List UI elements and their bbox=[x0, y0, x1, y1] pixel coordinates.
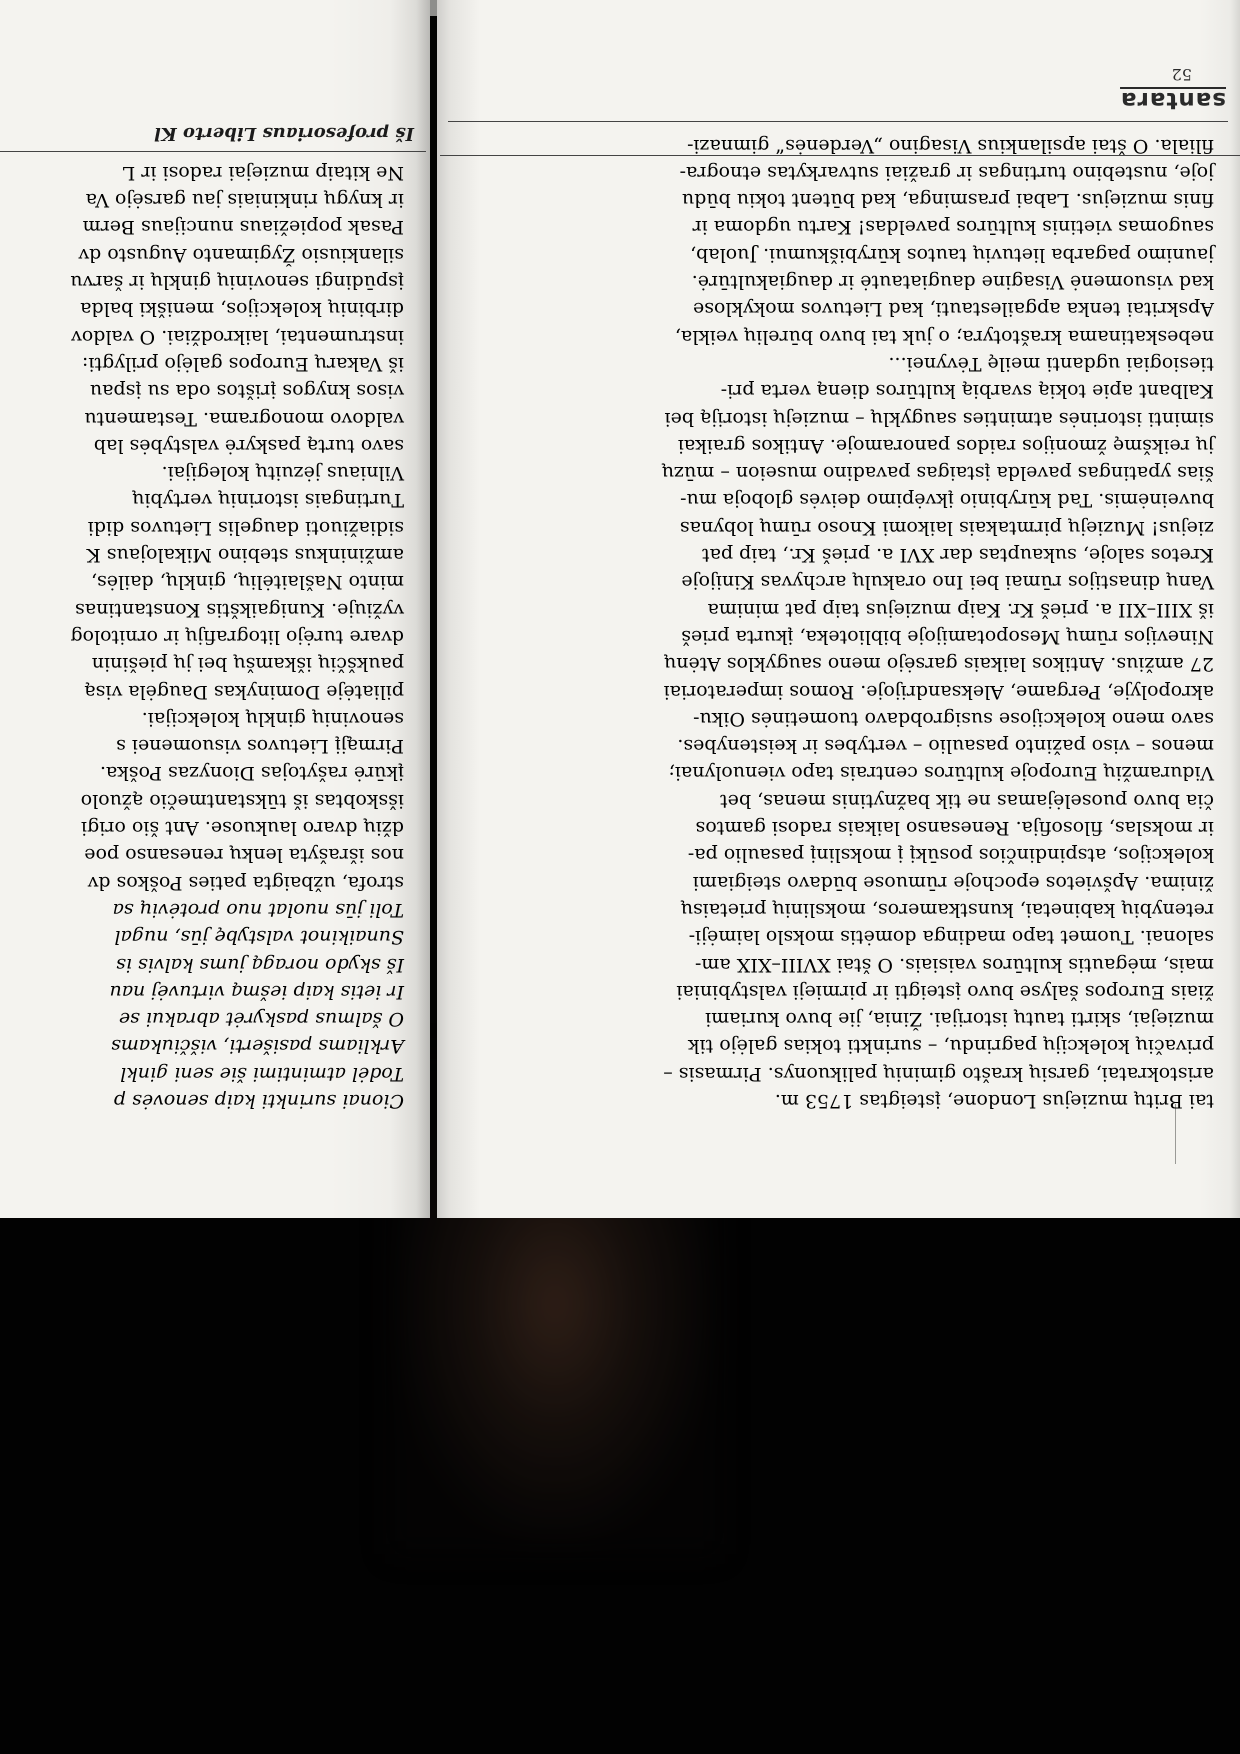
text-line: menos – viso pažinto pasaulio – vertybes ir keistenybes. bbox=[677, 735, 1214, 758]
text-line: Apskritai tenka apgailestauti, kad Lietuvos mokyklose bbox=[692, 298, 1214, 321]
left-header-rule bbox=[448, 121, 1228, 122]
page-number: 52 bbox=[1171, 65, 1192, 84]
text-line: Pasak popiežiaus nuncijaus Berm bbox=[82, 216, 404, 239]
text-line: joje, nustebino turtingas ir gražiai sutvarkytas etnogra- bbox=[679, 161, 1214, 184]
text-line: silankiusio Žygimanto Augusto dv bbox=[78, 243, 404, 266]
text-line: šias ypatingas pavelda įstaigas pavadino museion – mūzų bbox=[661, 462, 1214, 485]
text-line: jaunimo pagarba lietuvių tautos kūrybiškumui. Juolab, bbox=[690, 243, 1214, 266]
text-line: iš Vakarų Europos galėjo prilygti: bbox=[82, 352, 404, 375]
text-line: dvare turėjo litografijų ir ornitolog bbox=[70, 625, 404, 648]
text-line: žiais Europos šalyse buvo įsteigti ir pirmieji valstybiniai bbox=[676, 980, 1214, 1003]
text-line: aristokratai, garsių krašto giminių palikuonys. Pirmasis – bbox=[663, 1062, 1214, 1085]
text-line: senovinių ginklų kolekcijai. bbox=[141, 707, 404, 730]
text-line: dirbinių kolekcijos, meniški balda bbox=[80, 298, 404, 321]
text-line: Sunaikinot valstybę jūs, nugal bbox=[114, 926, 404, 949]
text-line: Turtingais istorinių vertybių bbox=[132, 489, 404, 512]
text-line: Vanų dinastijos rūmai bei Ino orakulų archyvas Kinijoje bbox=[681, 571, 1214, 594]
text-line: salonai. Tuomet tapo madinga domėtis mokslo laimėji- bbox=[688, 926, 1214, 949]
text-line: tiesiogiai ugdanti meilę Tėvynei... bbox=[888, 352, 1214, 375]
text-line: žinima. Apšvietos epochoje rūmuose būdavo steigiami bbox=[692, 871, 1214, 894]
text-line: jų reikšmę žmonijos raidos panoramoje. Antikos graikai bbox=[677, 434, 1214, 457]
text-line: saugomas vietinis kultūros paveldas! Kartu ugdoma ir bbox=[692, 216, 1214, 239]
text-line: kad visuomenė Visagine daugiatautė ir daugiakultūrė. bbox=[691, 271, 1214, 294]
text-line: kolekcijos, atspindinčios posūkį į mokslinį pasaulio pa- bbox=[687, 844, 1214, 867]
right-header-rule bbox=[0, 151, 426, 152]
text-line: paukščių iškamšų bei jų piešinin bbox=[91, 653, 404, 676]
text-line: Iš skydo noragą jums kalvis is bbox=[116, 953, 404, 976]
text-line: ziejus! Muziejų pirmtakais laikomi Knoso rūmų lobynas bbox=[679, 516, 1214, 539]
text-line: Toli jūs nuolat nuo protėvių sa bbox=[112, 898, 404, 921]
text-line: amžininkus stebino Mikalojaus K bbox=[86, 544, 404, 567]
text-line: finis muziejus. Labai prasminga, kad būtent tokiu būdu bbox=[681, 189, 1214, 212]
text-line: minto Našlaitėlių, ginklų, dailės, bbox=[90, 571, 404, 594]
text-line: Kretos saloje, sukauptas dar XVI a. prieš Kr., taip pat bbox=[701, 544, 1214, 567]
right-running-head: Iš profesoriaus Liberto Kl bbox=[154, 123, 414, 144]
text-line: Cionai surinkti kaip senovės p bbox=[113, 1090, 404, 1112]
text-line: įspūdingi senovinių ginklų ir šarvu bbox=[70, 271, 404, 294]
text-line: valdovo monograma. Testamentu bbox=[84, 407, 404, 430]
text-line: vyžiuje. Kunigaikštis Konstantinas bbox=[74, 598, 404, 621]
right-text-column bbox=[0, 159, 404, 1114]
text-line: savo turtą paskyrė valstybės lab bbox=[93, 434, 404, 457]
text-line: Ne kitaip muziejai radosi ir L bbox=[122, 161, 404, 184]
text-line: įkūrė rašytojas Dionyzas Poška. bbox=[99, 762, 404, 785]
text-line: privačių kolekcijų pagrindu, – surinkti tokias galėjo tik bbox=[688, 1035, 1214, 1058]
left-running-head bbox=[462, 65, 1226, 114]
santara-logo: santara bbox=[1120, 87, 1226, 113]
text-line: savo meno kolekcijose susigrobdavo tuometinės Oiku- bbox=[693, 707, 1214, 730]
text-line: Viduramžių Europoje kultūros centrais tapo vienuolynai; bbox=[668, 762, 1214, 785]
text-line: strofa, užbaigta paties Poškos dv bbox=[87, 871, 404, 894]
text-line: filiala. O štai apsilankius Visagino „Verdenės“ gimnazi- bbox=[687, 134, 1214, 157]
text-line: O šalmus paskyrėt abrakui se bbox=[118, 1008, 404, 1031]
text-line: instrumentai, laikrodžiai. O valdov bbox=[71, 325, 404, 348]
text-line: Arkliams pasišerti, viščiukams bbox=[111, 1035, 404, 1058]
text-line: buveinėmis. Tad kūrybinio įkvėpimo deivės globoja mu- bbox=[680, 489, 1214, 512]
text-line: ir mokslas, filosofija. Renesanso laikais radosi gamtos bbox=[695, 817, 1214, 840]
text-line: retenybių kabinetai, kunstkameros, mokslinių prietaisų bbox=[680, 898, 1214, 921]
text-line: čia buvo puoselėjamas ne tik bažnytinis menas, bet bbox=[720, 789, 1214, 812]
text-line: muziejai, skirti tautų istorijai. Žinia, jie buvo kuriami bbox=[705, 1008, 1214, 1031]
text-line: Kalbant apie tokią svarbią kultūros dieną verta pri- bbox=[720, 380, 1214, 403]
text-line: 27 amžius. Antikos laikais garsėjo meno saugyklos Atėnų bbox=[664, 653, 1214, 676]
text-line: ir knygų rinkiniais jau garsėjo Va bbox=[85, 189, 404, 212]
text-line: tai Britų muziejus Londone, įsteigtas 1753 m. bbox=[774, 1090, 1214, 1112]
text-line: sidiažiuoti daugelis Lietuvos didi bbox=[87, 516, 404, 539]
text-line: akropolyje, Pergame, Aleksandrijoje. Romos imperatoriai bbox=[663, 680, 1214, 703]
text-line: mais, mėgautis kultūros vaisiais. O štai XVIII–XIX am- bbox=[694, 953, 1214, 976]
text-line: Pirmąjį Lietuvos visuomenei s bbox=[116, 735, 404, 758]
text-line: iš XIII–XII a. prieš Kr. Kaip muziejus taip pat minima bbox=[707, 598, 1214, 621]
text-line: visos knygos įrištos oda su įspau bbox=[89, 380, 404, 403]
left-text-column bbox=[512, 131, 1214, 1114]
text-line: Vilniaus jėzuitų kolegijai. bbox=[161, 462, 404, 485]
text-line: išskobtas iš tūkstantmečio ąžuolo bbox=[80, 789, 404, 812]
text-line: piliatėje Dominykas Daugėla visą bbox=[84, 680, 404, 703]
text-line: džių dvaro laukuose. Ant šio origi bbox=[81, 817, 404, 840]
text-line: Todėl atmintimi šie seni ginkl bbox=[120, 1062, 404, 1085]
text-line: nos išrašyta lenkų renesanso poe bbox=[84, 844, 404, 867]
text-line: siminti istorinės atminties saugyklų – muziejų istoriją bei bbox=[664, 407, 1214, 430]
text-line: Ir ietis kaip iešmą virtuvėj nau bbox=[109, 980, 404, 1003]
text-line: nebeskatinama kraštotyra; o juk tai buvo būrelių veikla, bbox=[674, 325, 1214, 348]
text-line: Ninevijos rūmų Mesopotamijoje biblioteka, įkurta prieš bbox=[681, 625, 1214, 648]
